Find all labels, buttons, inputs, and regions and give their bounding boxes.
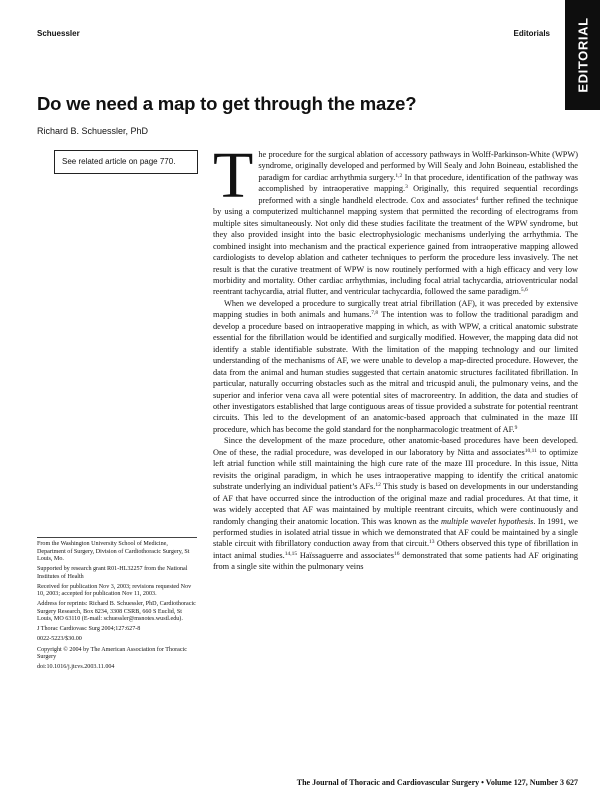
notes-divider bbox=[37, 537, 197, 538]
affiliation-note: From the Washington University School of Medicine, Department of Surgery, Division of Cardiothoracic Surgery, St Louis, Mo. bbox=[37, 541, 190, 562]
article-title: Do we need a map to get through the maze? bbox=[37, 93, 417, 114]
issn-note: 0022-5223/$30.00 bbox=[37, 636, 82, 643]
section-tab-label: EDITORIAL bbox=[575, 17, 590, 93]
running-head-section: Editorials bbox=[513, 29, 550, 38]
running-head-author: Schuessler bbox=[37, 29, 80, 38]
journal-footer: The Journal of Thoracic and Cardiovascular Surgery • Volume 127, Number 3 627 bbox=[296, 778, 578, 787]
author-byline: Richard B. Schuessler, PhD bbox=[37, 126, 149, 136]
grant-note: Supported by research grant R01-HL32257 from the National Institutes of Health bbox=[37, 566, 188, 580]
article-body bbox=[213, 139, 579, 573]
body-paragraph: When we developed a procedure to surgically treat atrial fibrillation (AF), it was preceded by extensive mapping studies in both animals and humans.$^{7,8}$ The intention was to follow the traditional paradigm and develop a procedure based on intraoperative mapping in which, as with WPW, a critical anatomic substrate essential for the fibrillation would be identified and surgically modified. However, the mapping data did not identify a stable identifiable substrate. With the limitation of the mapping technology and our limited understanding of the mechanisms of AF, we were unable to develop a map-directed procedure. However, the data from the animal and human studies suggested that certain anatomic structures facilitated fibrillation. In particular, naturally occurring obstacles such as the mitral and tricuspid anuli, the pulmonary veins, and the superior and inferior vena cava all were potential sites of macroreentry. In addition, the data and studies of other investigators established that large contiguous areas of tissue provided a substrate for potential reentrant circuits. This led to the development of an anatomic-based approach that culminated in the maze III procedure, which has become the gold standard for the nonpharmacologic treatment of AF.$^9$ bbox=[213, 298, 578, 434]
body-paragraph: The procedure for the surgical ablation of accessory pathways in Wolff-Parkinson-White (WPW) syndrome, originally developed and performed by Will Sealy and John Boineau, established the paradigm for cardiac arrhythmia surgery.$^{1,2}$ In that procedure, identification of the pathway was accomplished by intraoperative mapping.$^3$ Originally, this required sequential recordings preformed with a single handheld electrode. Cox and associates$^4$ further refined the technique by using a computerized multichannel mapping system that permitted the recording of electrograms from multiple sites simultaneously. Not only did these studies facilitate the treatment of the WPW syndrome, but they also provided insight into the basic electrophysiologic mechanisms underlying the arrhythmia. The combined insight into mechanism and the practical experience gained from intraoperative mapping allowed cardiologists to develop ablation and catheter techniques to perform the procedure less invasively. The net result is that the curative treatment of WPW is now routinely performed with a high efficacy and very low morbidity and mortality. Other cardiac arrhythmias, including focal atrial tachycardia, atrioventricular nodal reentrant tachycardia, atrial flutter, and ventricular tachycardia, followed the same paradigm.$^{5,6}$ bbox=[213, 139, 579, 297]
related-article-box: See related article on page 770. bbox=[54, 150, 198, 174]
doi-note: doi:10.1016/j.jtcvs.2003.11.004 bbox=[37, 664, 115, 671]
drop-cap: T bbox=[213, 139, 254, 212]
body-paragraph: Since the development of the maze procedure, other anatomic-based procedures have been developed. One of these, the radial procedure, was developed in our laboratory by Nitta and associates$^{10,11}$ to optimize left atrial function while still maintaining the high cure rate of the maze III procedure. In this issue, Nitta revisits the original paradigm, in which he uses intraoperative mapping to identify the critical anatomic substrate underlying an individual patient’s AFs.$^{12}$ This study is based on developments in our understanding of AF that have occurred since the introduction of the original maze and radial procedures. At that time, it was widely accepted that AF was maintained by multiple reentrant circuits, which were continuously and randomly changing their anatomic location. This was known as the multiple wavelet hypothesis. In 1991, we performed studies in isolated atrial tissue in which we demonstrated that AF could be maintained by a single stable circuit with fibrillatory conduction away from that circuit.$^{13}$ Others observed this type of fibrillation in intact animal studies.$^{14,15}$ Haïssaguerre and associates$^{16}$ demonstrated that some patients had AF originating from a single site within the pulmonary veins bbox=[213, 436, 579, 572]
section-tab bbox=[565, 0, 600, 110]
copyright-note: Copyright © 2004 by The American Association for Thoracic Surgery bbox=[37, 646, 187, 661]
received-note: Received for publication Nov 3, 2003; revisions requested Nov 10, 2003; accepted for publication Nov 11, 2003. bbox=[37, 583, 192, 598]
article-notes bbox=[37, 537, 197, 674]
reprint-address-note: Address for reprints: Richard B. Schuessler, PhD, Cardiothoracic Surgery Research, Box 8234, 3308 CSRB, 660 S Euclid, St Louis, MO 63110 (E-mail: schuessler@msnotes.wustl.edu). bbox=[37, 601, 196, 623]
citation-note: J Thorac Cardiovasc Surg 2004;127:627-8 bbox=[37, 626, 141, 633]
